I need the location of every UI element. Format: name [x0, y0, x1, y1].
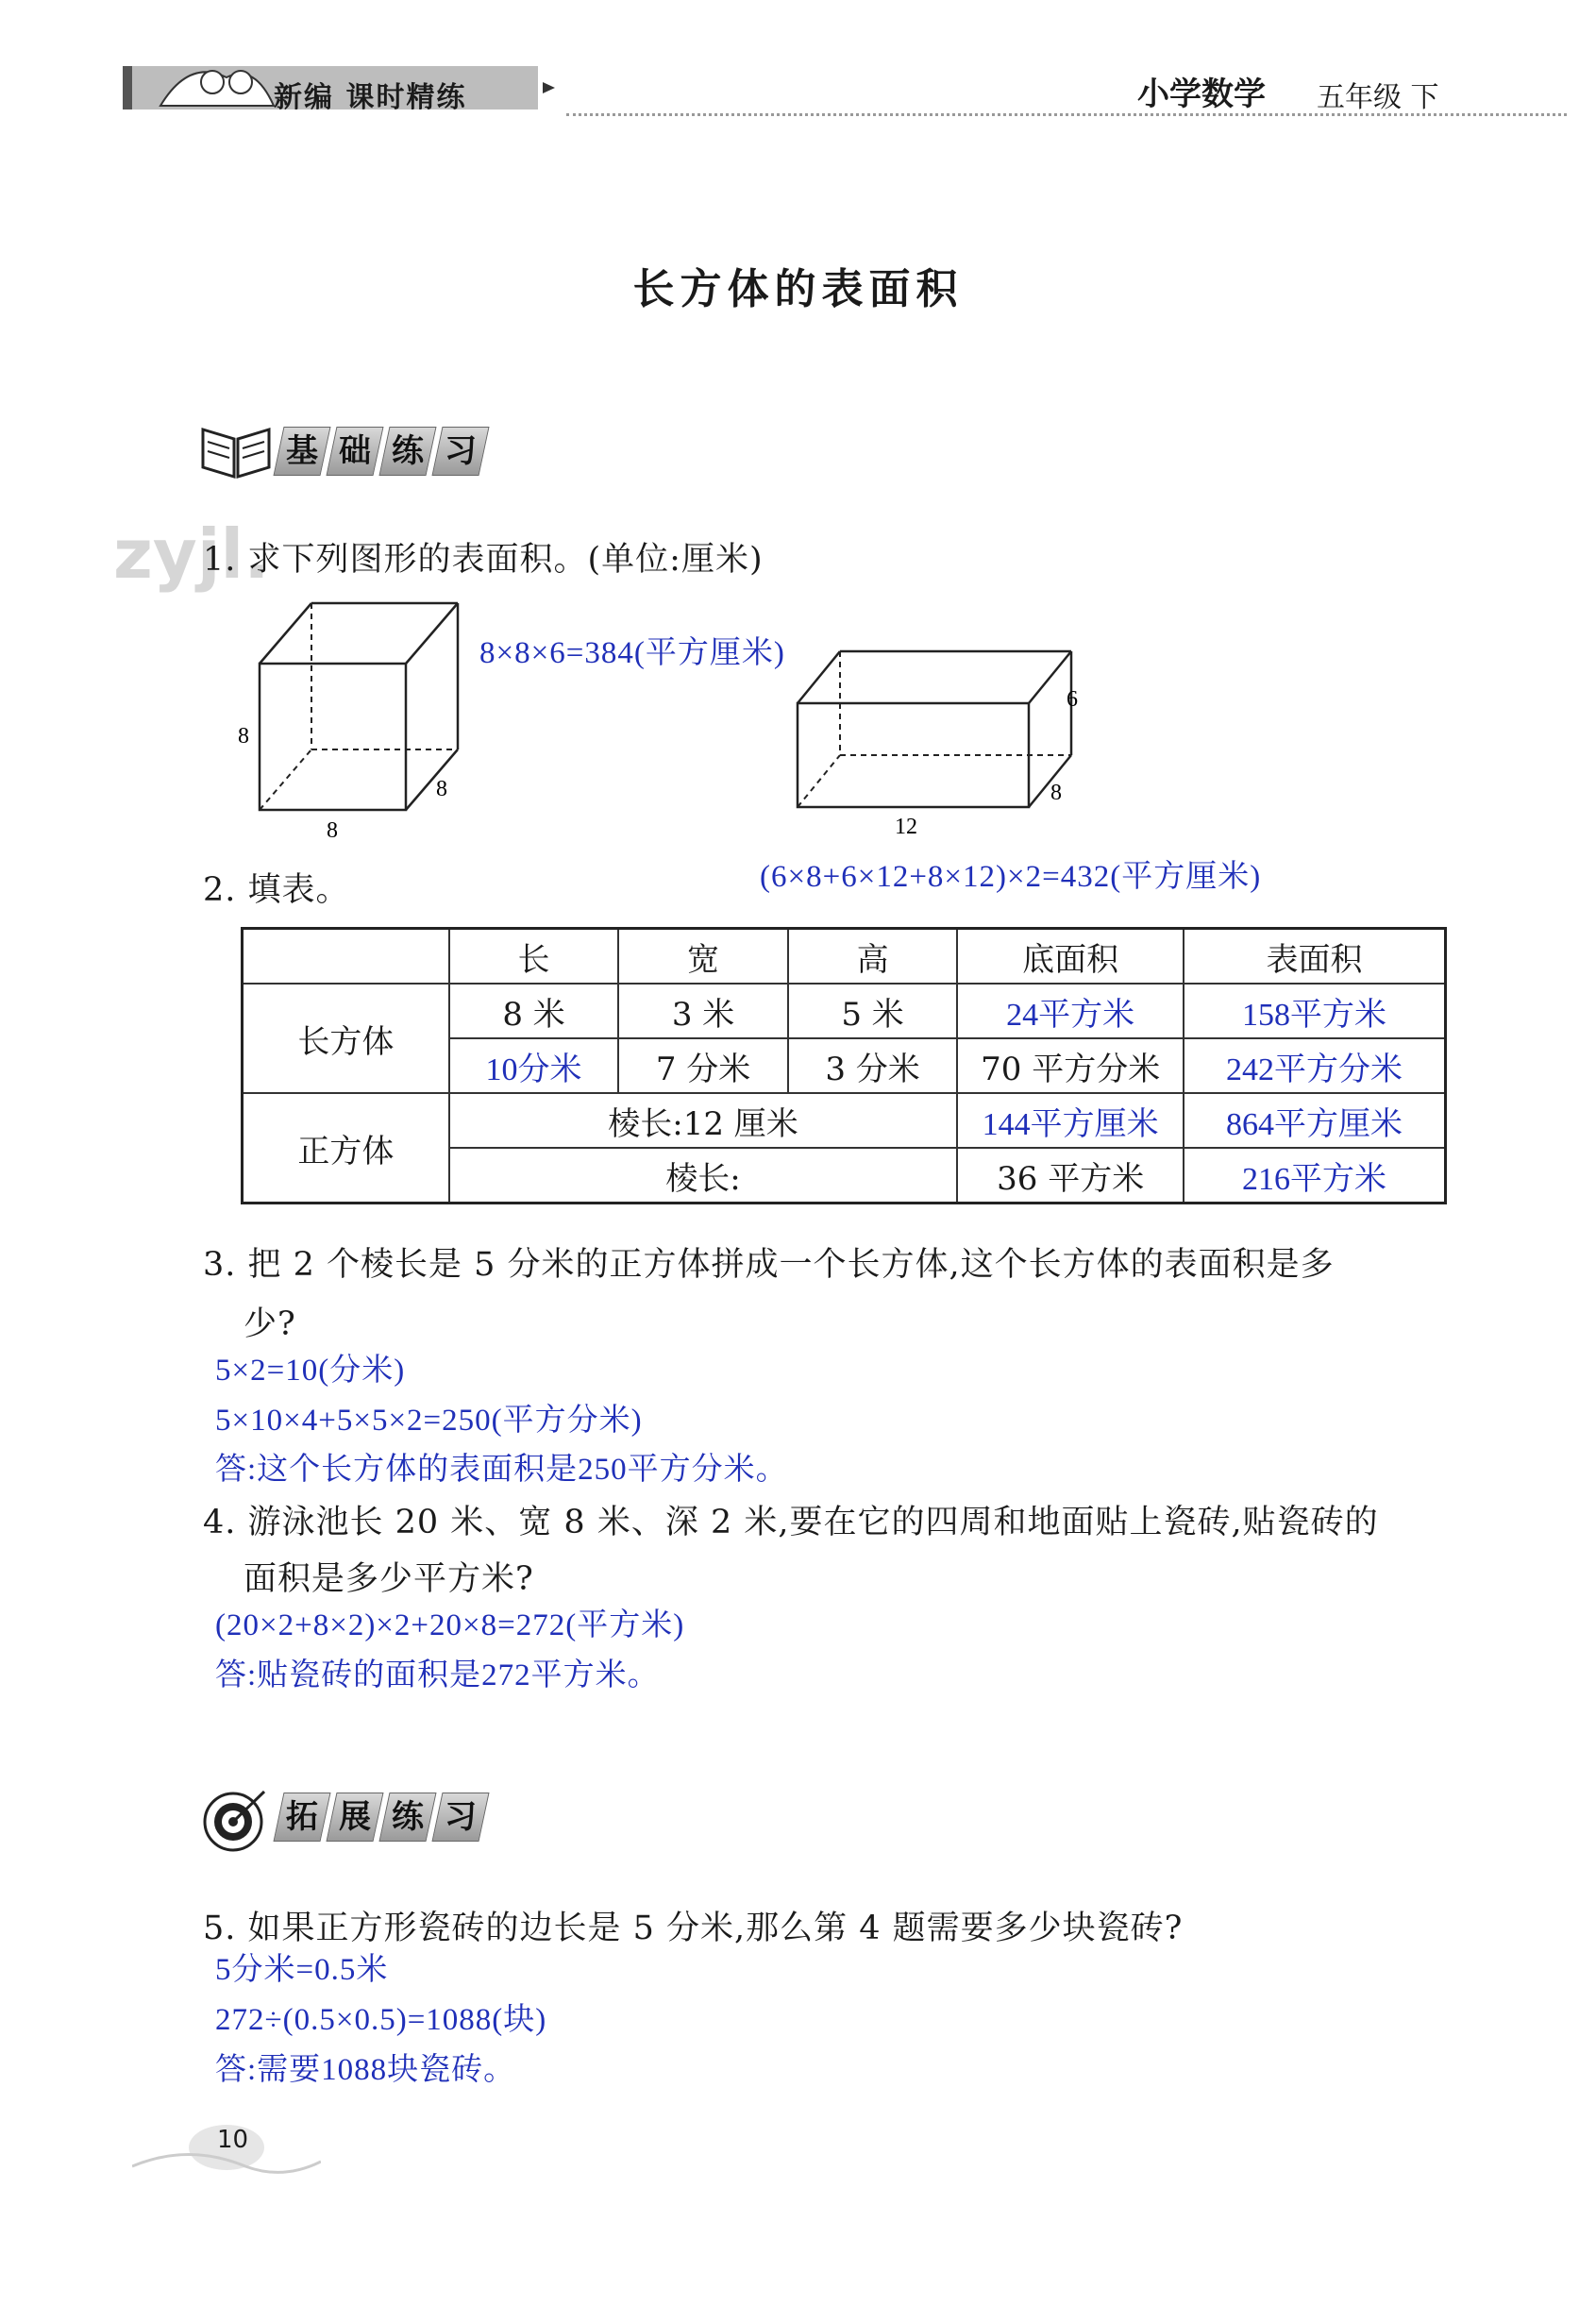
table-cell: 3 米 — [618, 984, 788, 1038]
answer-cell: 216平方米 — [1184, 1148, 1445, 1204]
table-corner — [243, 929, 449, 985]
section-char: 拓 — [273, 1793, 330, 1842]
answer-q3-line: 5×10×4+5×5×2=250(平方分米) — [215, 1404, 643, 1438]
section-char: 练 — [378, 427, 436, 476]
answer-cell: 10分米 — [449, 1038, 619, 1093]
section-char: 习 — [431, 1793, 489, 1842]
question-3-line1: 3. 把 2 个棱长是 5 分米的正方体拼成一个长方体,这个长方体的表面积是多 — [203, 1246, 1335, 1284]
table-row — [243, 1093, 1446, 1148]
header-subject: 小学数学 — [1137, 76, 1266, 113]
answer-cube: 8×8×6=384(平方厘米) — [479, 636, 785, 670]
section-basic-banner — [278, 423, 490, 480]
table-cell: 3 分米 — [788, 1038, 958, 1093]
header-divider — [566, 113, 1567, 116]
question-4-line2: 面积是多少平方米? — [244, 1560, 534, 1598]
question-1: 1. 求下列图形的表面积。(单位:厘米) — [203, 541, 764, 579]
cube-label-length: 8 — [327, 818, 338, 843]
section-char: 习 — [431, 427, 489, 476]
section-extended-banner — [278, 1789, 490, 1845]
page-title: 长方体的表面积 — [632, 265, 964, 313]
table-cell: 36 平方米 — [957, 1148, 1184, 1204]
table-header: 底面积 — [957, 929, 1184, 985]
table-cell: 5 米 — [788, 984, 958, 1038]
target-icon — [200, 1784, 271, 1855]
section-char: 练 — [378, 1793, 436, 1842]
table-header: 表面积 — [1184, 929, 1445, 985]
watermark: zyjl. — [113, 514, 270, 594]
answer-q4-line: (20×2+8×2)×2+20×8=272(平方米) — [215, 1608, 685, 1642]
answer-cuboid: (6×8+6×12+8×12)×2=432(平方厘米) — [760, 860, 1262, 894]
answer-q5-line: 5分米=0.5米 — [215, 1953, 389, 1987]
table-header: 高 — [788, 929, 958, 985]
section-char: 基 — [273, 427, 330, 476]
cube-label-height: 8 — [238, 724, 249, 749]
table-header-row — [243, 929, 1446, 985]
answer-q3-line: 答:这个长方体的表面积是250平方分米。 — [215, 1453, 788, 1487]
header-grade: 五年级 下 — [1317, 81, 1439, 114]
fill-table — [241, 927, 1447, 1204]
row-label-cuboid: 长方体 — [243, 984, 449, 1093]
answer-q5-line: 272÷(0.5×0.5)=1088(块) — [215, 2003, 547, 2037]
question-3-line2: 少? — [244, 1305, 296, 1343]
table-cell: 70 平方分米 — [957, 1038, 1184, 1093]
answer-q4-line: 答:贴瓷砖的面积是272平方米。 — [215, 1658, 660, 1692]
cuboid-label-depth: 8 — [1050, 781, 1062, 805]
answer-q3-line: 5×2=10(分米) — [215, 1354, 406, 1388]
table-row — [243, 984, 1446, 1038]
cube-label-depth: 8 — [436, 777, 447, 801]
page-number: 10 — [217, 2126, 249, 2154]
answer-cell: 242平方分米 — [1184, 1038, 1445, 1093]
open-book-icon — [198, 415, 274, 481]
question-5: 5. 如果正方形瓷砖的边长是 5 分米,那么第 4 题需要多少块瓷砖? — [203, 1910, 1184, 1947]
header-brand: 新编 课时精练 — [274, 81, 467, 114]
table-header: 宽 — [618, 929, 788, 985]
cuboid-figure — [783, 637, 1095, 840]
cuboid-label-length: 12 — [895, 815, 917, 839]
cube-figure — [227, 590, 472, 845]
answer-cell: 864平方厘米 — [1184, 1093, 1445, 1148]
row-label-cube: 正方体 — [243, 1093, 449, 1204]
answer-cell: 144平方厘米 — [957, 1093, 1184, 1148]
table-cell: 8 米 — [449, 984, 619, 1038]
answer-cell: 158平方米 — [1184, 984, 1445, 1038]
table-cell: 7 分米 — [618, 1038, 788, 1093]
table-header: 长 — [449, 929, 619, 985]
section-char: 础 — [326, 427, 383, 476]
answer-q5-line: 答:需要1088块瓷砖。 — [215, 2053, 516, 2087]
answer-cell: 24平方米 — [957, 984, 1184, 1038]
section-char: 展 — [326, 1793, 383, 1842]
question-2: 2. 填表。 — [203, 871, 350, 909]
table-cell: 棱长: — [449, 1148, 958, 1204]
cuboid-label-height: 6 — [1067, 687, 1078, 712]
question-4-line1: 4. 游泳池长 20 米、宽 8 米、深 2 米,要在它的四周和地面贴上瓷砖,贴瓷砖的 — [203, 1504, 1379, 1541]
table-cell: 棱长:12 厘米 — [449, 1093, 958, 1148]
